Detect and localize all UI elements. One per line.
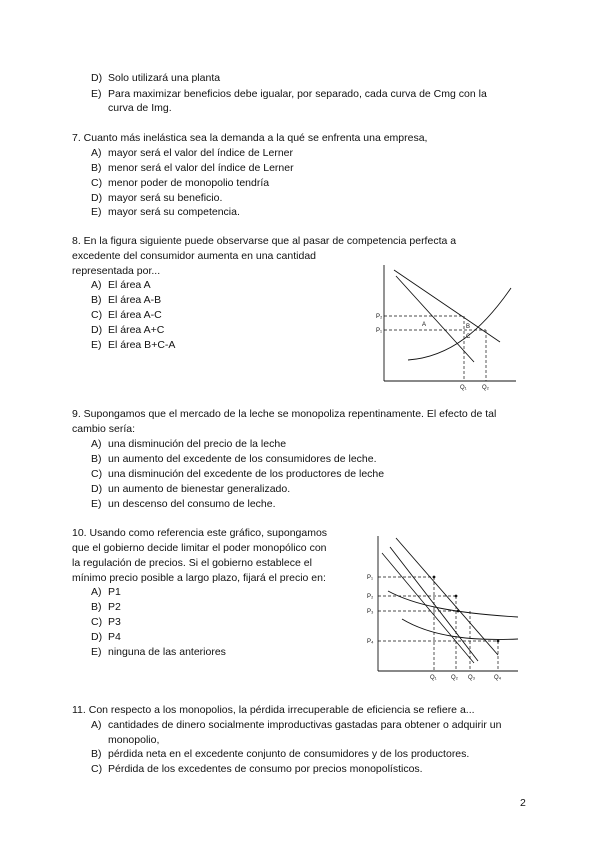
q6-option-d: D) Solo utilizará una planta <box>91 72 221 84</box>
q10-option-d: D) P4 <box>91 631 121 643</box>
q8-option-c: C) El área A-C <box>91 309 162 321</box>
q8-option-a: A) El área A <box>91 279 151 291</box>
q10-stem-line-3: la regulación de precios. Si el gobierno establece el <box>72 557 312 569</box>
q8-stem-line-2: excedente del consumidor aumenta en una cantidad <box>72 250 317 262</box>
q7-option-d: D) mayor será su beneficio. <box>91 192 223 204</box>
q10-average-cost-curve-2 <box>402 619 518 639</box>
q9-option-d: D) un aumento de bienestar generalizado. <box>91 483 291 495</box>
q8-label-area-a: A <box>422 322 427 328</box>
q10-stem-line-2: que el gobierno decide limitar el poder monopólico con <box>72 542 327 554</box>
q10-marginal-cost-curve <box>382 553 474 663</box>
q8-label-p1: P₁ <box>376 328 383 334</box>
q10-label-q3: Q₃ <box>468 675 476 681</box>
q10-label-q1: Q₁ <box>430 675 437 681</box>
q6-option-e-cont: curva de Img. <box>108 102 172 114</box>
q7-option-b: B) menor será el valor del índice de Lerner <box>91 162 294 174</box>
q10-option-a: A) P1 <box>91 586 121 598</box>
q10-point-4 <box>497 640 500 643</box>
q10-label-p4: P₄ <box>367 639 374 645</box>
q9-stem-line-1: 9. Supongamos que el mercado de la leche se monopoliza repentinamente. El efecto de tal <box>72 408 497 420</box>
q9-option-e: E) un descenso del consumo de leche. <box>91 498 276 510</box>
q8-marginal-revenue-curve <box>396 276 474 362</box>
q7-stem: 7. Cuanto más inelástica sea la demanda a la qué se enfrenta una empresa, <box>72 132 428 144</box>
q8-demand-curve <box>394 270 500 342</box>
q8-graph <box>370 262 520 392</box>
q9-stem-line-2: cambio sería: <box>72 423 136 435</box>
q10-point-1 <box>433 576 436 579</box>
q10-stem-line-1: 10. Usando como referencia este gráfico, supongamos <box>72 527 328 539</box>
q10-point-3 <box>457 610 460 613</box>
q10-label-p3: P₃ <box>367 609 374 615</box>
q10-label-p2: P₂ <box>367 594 374 600</box>
q8-label-p2: P₂ <box>376 314 383 320</box>
q9-option-c: C) una disminución del excedente de los productores de leche <box>91 468 385 480</box>
q10-point-2 <box>455 595 458 598</box>
q10-option-b: B) P2 <box>91 601 121 613</box>
q7-option-c: C) menor poder de monopolio tendría <box>91 177 270 189</box>
q10-label-q4: Q₄ <box>494 675 502 681</box>
q6-option-e: E) Para maximizar beneficios debe igualar, por separado, cada curva de Cmg con la <box>91 88 487 100</box>
q8-label-area-b: B <box>466 324 471 330</box>
q10-graph <box>362 533 522 683</box>
q10-label-p1: P₁ <box>367 575 374 581</box>
page-number: 2 <box>520 797 526 809</box>
q8-label-q2: Q₂ <box>482 385 489 391</box>
q8-stem-line-1: 8. En la figura siguiente puede observarse que al pasar de competencia perfecta a <box>72 235 457 247</box>
q11-option-b: B) pérdida neta en el excedente conjunto de consumidores y de los productores. <box>91 748 470 760</box>
q8-option-e: E) El área B+C-A <box>91 339 176 351</box>
q10-option-e: E) ninguna de las anteriores <box>91 646 226 658</box>
q10-demand-curve <box>396 538 498 655</box>
q8-stem-line-3: representada por... <box>72 265 161 277</box>
q10-stem-line-4: mínimo precio posible a largo plazo, fijará el precio en: <box>72 572 326 584</box>
q7-option-e: E) mayor será su competencia. <box>91 206 240 218</box>
q10-option-c: C) P3 <box>91 616 121 628</box>
q8-label-area-c: C <box>466 334 471 340</box>
q9-option-a: A) una disminución del precio de la leche <box>91 438 287 450</box>
q8-option-d: D) El área A+C <box>91 324 165 336</box>
q9-option-b: B) un aumento del excedente de los consumidores de leche. <box>91 453 377 465</box>
q11-option-a-cont: monopolio, <box>108 734 160 746</box>
q7-option-a: A) mayor será el valor del índice de Lerner <box>91 147 294 159</box>
q11-option-a: A) cantidades de dinero socialmente improductivas gastadas para obtener o adquirir un <box>91 719 502 731</box>
q8-option-b: B) El área A-B <box>91 294 162 306</box>
q11-option-c: C) Pérdida de los excedentes de consumo por precios monopolísticos. <box>91 763 423 775</box>
q8-label-q1: Q₁ <box>460 385 467 391</box>
q11-stem: 11. Con respecto a los monopolios, la pérdida irrecuperable de eficiencia se refiere a... <box>72 704 475 716</box>
q10-label-q2: Q₂ <box>451 675 458 681</box>
